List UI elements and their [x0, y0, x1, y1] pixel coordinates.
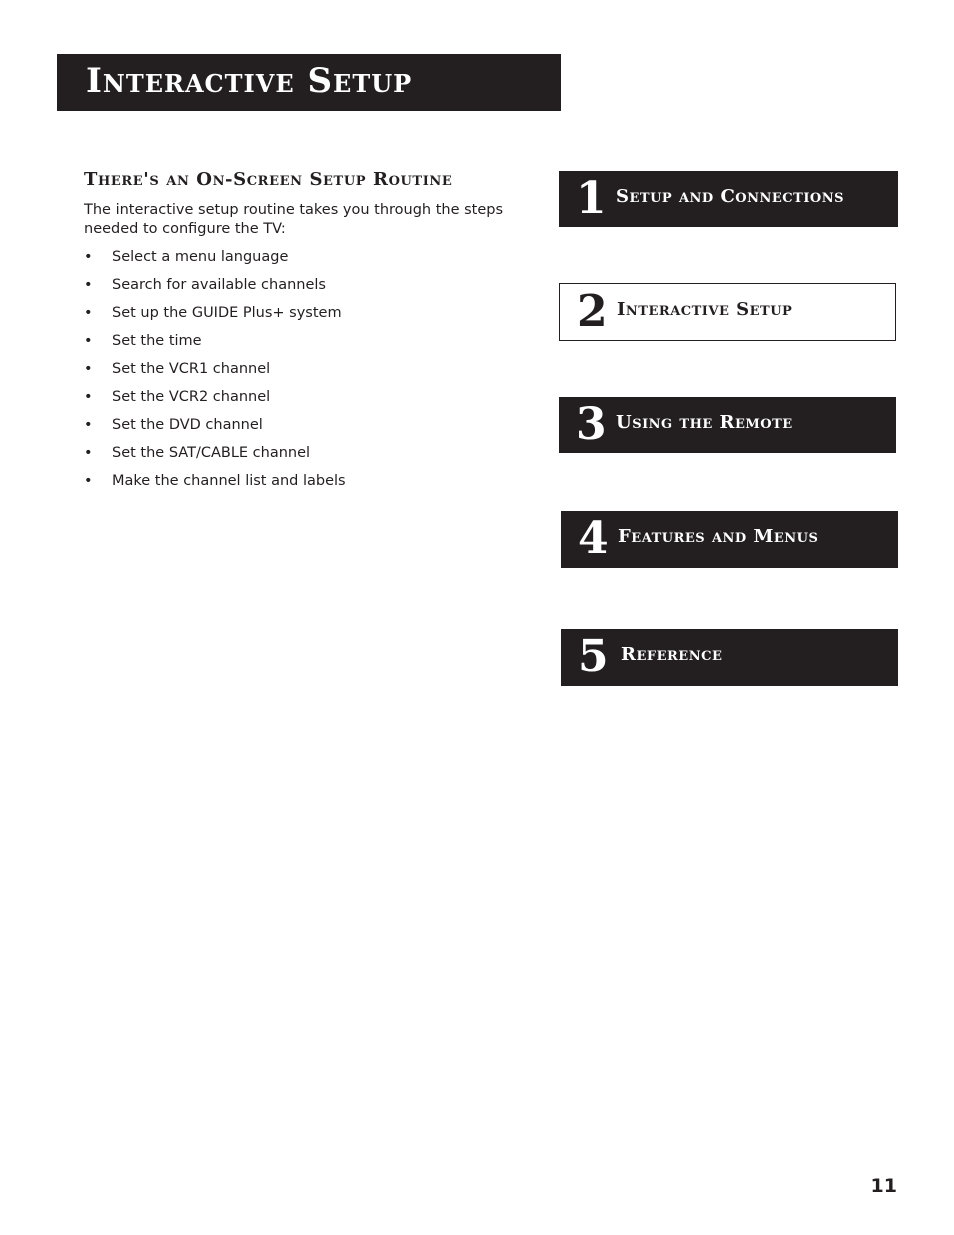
bullet-icon: •	[84, 277, 93, 293]
list-item-text: Set the VCR2 channel	[112, 389, 271, 405]
list-item-text: Set up the GUIDE Plus+ system	[112, 305, 342, 321]
list-item	[84, 332, 346, 360]
page-title: Interactive Setup	[86, 61, 413, 101]
section-label: Features and Menus	[618, 526, 819, 547]
section-label: Interactive Setup	[617, 299, 793, 320]
section-tab-using-the-remote[interactable]	[559, 397, 896, 453]
bullet-icon: •	[84, 445, 93, 461]
page-title-bar	[57, 54, 561, 111]
section-number: 1	[576, 173, 607, 224]
list-item	[84, 444, 346, 472]
bullet-icon: •	[84, 249, 93, 265]
section-tab-reference[interactable]	[561, 629, 898, 686]
section-heading: There's an On-Screen Setup Routine	[84, 169, 453, 190]
intro-paragraph: The interactive setup routine takes you through the steps needed to configure the TV:	[84, 202, 504, 237]
section-number: 2	[577, 286, 608, 337]
section-number: 4	[578, 513, 609, 564]
section-label: Using the Remote	[616, 412, 793, 433]
section-tab-setup-and-connections[interactable]	[559, 171, 898, 227]
list-item	[84, 304, 346, 332]
page-number: 11	[870, 1175, 897, 1197]
list-item-text: Search for available channels	[112, 277, 326, 293]
section-tab-features-and-menus[interactable]	[561, 511, 898, 568]
bullet-icon: •	[84, 389, 93, 405]
list-item-text: Set the VCR1 channel	[112, 361, 271, 377]
section-label: Setup and Connections	[616, 186, 844, 207]
list-item	[84, 248, 346, 276]
bullet-icon: •	[84, 473, 93, 489]
bullet-icon: •	[84, 333, 93, 349]
list-item	[84, 360, 346, 388]
setup-steps-list	[84, 248, 346, 500]
list-item-text: Set the DVD channel	[112, 417, 263, 433]
bullet-icon: •	[84, 361, 93, 377]
bullet-icon: •	[84, 305, 93, 321]
list-item	[84, 276, 346, 304]
section-number: 3	[576, 399, 607, 450]
section-tab-interactive-setup[interactable]	[559, 283, 896, 341]
list-item	[84, 416, 346, 444]
list-item	[84, 472, 346, 500]
list-item-text: Set the time	[112, 333, 202, 349]
section-number: 5	[578, 631, 609, 682]
section-label: Reference	[621, 644, 723, 665]
list-item	[84, 388, 346, 416]
list-item-text: Make the channel list and labels	[112, 473, 346, 489]
list-item-text: Set the SAT/CABLE channel	[112, 445, 311, 461]
list-item-text: Select a menu language	[112, 249, 289, 265]
bullet-icon: •	[84, 417, 93, 433]
